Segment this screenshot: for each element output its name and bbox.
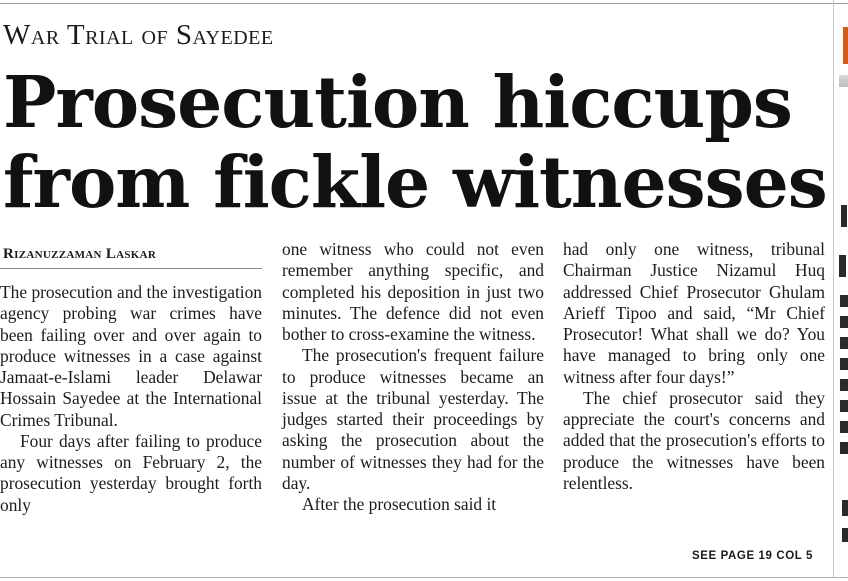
adjacent-article-text-fragment bbox=[840, 295, 848, 455]
kicker: War Trial of Sayedee bbox=[3, 19, 274, 51]
byline-rule bbox=[0, 268, 262, 269]
bottom-rule bbox=[0, 577, 848, 578]
byline: Rizanuzzaman Laskar bbox=[3, 246, 157, 262]
adjacent-article-fragment bbox=[841, 205, 847, 227]
paragraph: The chief prosecutor said they appreciate the court's concerns and added that the prosecution's efforts to produce the witnesses have been relentless. bbox=[563, 387, 825, 493]
adjacent-article-fragment bbox=[839, 75, 848, 87]
headline bbox=[3, 62, 833, 222]
headline-line-2: from fickle witnesses bbox=[3, 140, 827, 224]
top-rule bbox=[0, 3, 848, 4]
paragraph: The prosecution's frequent failure to produce witnesses became an issue at the tribunal yesterday. The judges started their proceedings by asking the prosecution about the number of witnesses they had for the day. bbox=[282, 345, 544, 493]
continuation-jump: SEE PAGE 19 COL 5 bbox=[692, 550, 813, 562]
paragraph: Four days after failing to produce any witnesses on February 2, the prosecution yesterday brought forth only bbox=[0, 430, 262, 515]
adjacent-article-fragment bbox=[842, 528, 848, 542]
paragraph: had only one witness, tribunal Chairman Justice Nizamul Huq addressed Chief Prosecutor Ghulam Arieff Tipoo and said, “Mr Chief Prosecutor! What shall we do? You have managed to bring only one witness after four days!” bbox=[563, 239, 825, 387]
adjacent-article-fragment bbox=[839, 255, 846, 277]
paragraph: After the prosecution said it bbox=[302, 494, 497, 514]
paragraph: The prosecution and the investigation agency probing war crimes have been failing over and over again to produce witnesses in a case against Jamaat-e-Islami leader Delawar Hossain Sayedee at the International Crimes Tribunal. bbox=[0, 282, 262, 430]
body-column-1 bbox=[0, 282, 262, 516]
paragraph: one witness who could not even remember anything specific, and completed his deposition in just two minutes. The defence did not even bother to cross-examine the witness. bbox=[282, 239, 544, 344]
headline-line-1: Prosecution hiccups bbox=[3, 60, 792, 144]
body-column-3 bbox=[563, 239, 825, 494]
body-column-2 bbox=[282, 239, 544, 515]
adjacent-article-fragment bbox=[842, 500, 848, 516]
column-divider bbox=[833, 0, 834, 577]
adjacent-article-accent bbox=[843, 27, 848, 64]
